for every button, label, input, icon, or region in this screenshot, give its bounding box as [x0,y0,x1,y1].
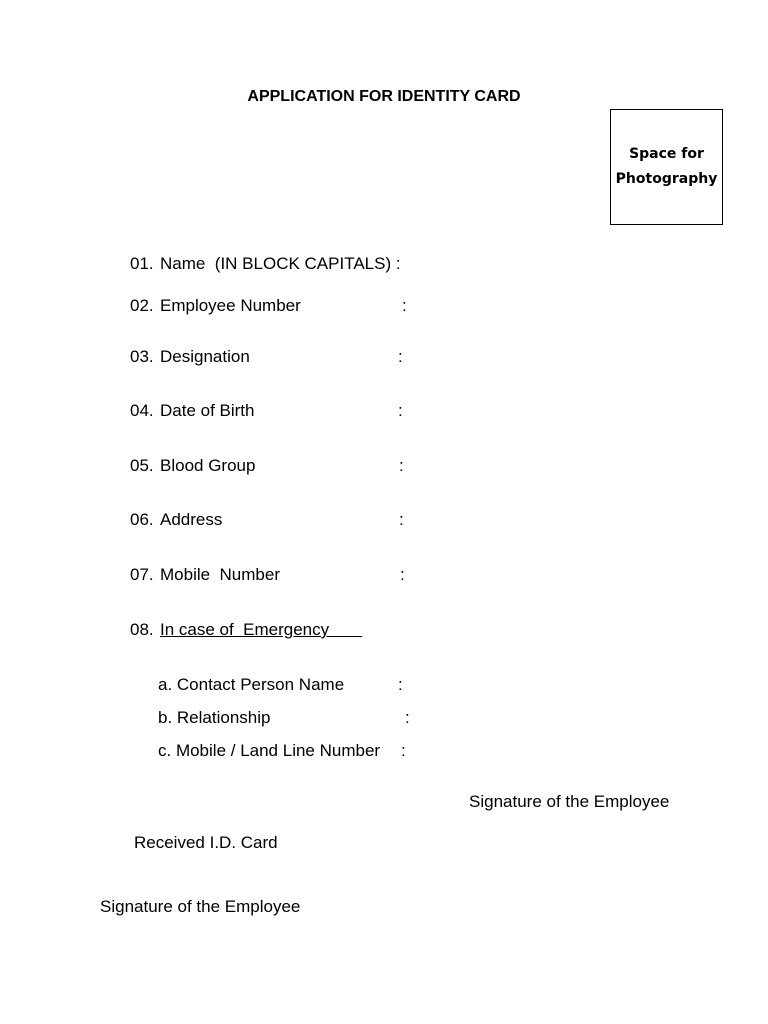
field-emergency-heading: In case of Emergency [160,620,363,639]
field-dob-label: Date of Birth [160,401,255,420]
signature-employee-right: Signature of the Employee [469,792,670,811]
field-name-label: Name (IN BLOCK CAPITALS) : [160,254,401,273]
photo-label-line2: Photography [615,171,718,187]
field-dob-number: 04. [130,401,154,420]
photo-placeholder-box [610,109,723,225]
field-employee-number-number: 02. [130,296,154,315]
field-mobile-colon: : [400,565,405,584]
signature-employee-left: Signature of the Employee [100,897,301,916]
field-emergency-number: 08. [130,620,154,639]
emergency-phone-colon: : [401,741,406,760]
photo-label-line1: Space for [629,146,704,162]
field-address-label: Address [160,510,223,529]
page-title: APPLICATION FOR IDENTITY CARD [247,88,521,105]
emergency-phone-label: c. Mobile / Land Line Number [158,741,381,760]
field-designation-label: Designation [160,347,250,366]
emergency-relationship-colon: : [405,708,410,727]
field-blood-group-colon: : [399,456,404,475]
emergency-relationship-label: b. Relationship [158,708,271,727]
field-mobile-number: 07. [130,565,154,584]
emergency-contact-name-label: a. Contact Person Name [158,675,345,694]
received-id-card-label: Received I.D. Card [134,833,278,852]
field-address-colon: : [399,510,404,529]
field-dob-colon: : [398,401,403,420]
field-designation-colon: : [398,347,403,366]
field-employee-number-label: Employee Number [160,296,301,315]
emergency-contact-name-colon: : [398,675,403,694]
field-mobile-label: Mobile Number [160,565,280,584]
field-employee-number-colon: : [402,296,407,315]
field-address-number: 06. [130,510,154,529]
field-designation-number: 03. [130,347,154,366]
field-name-number: 01. [130,254,154,273]
field-blood-group-number: 05. [130,456,154,475]
photo-placeholder-label [616,142,718,192]
field-blood-group-label: Blood Group [160,456,256,475]
